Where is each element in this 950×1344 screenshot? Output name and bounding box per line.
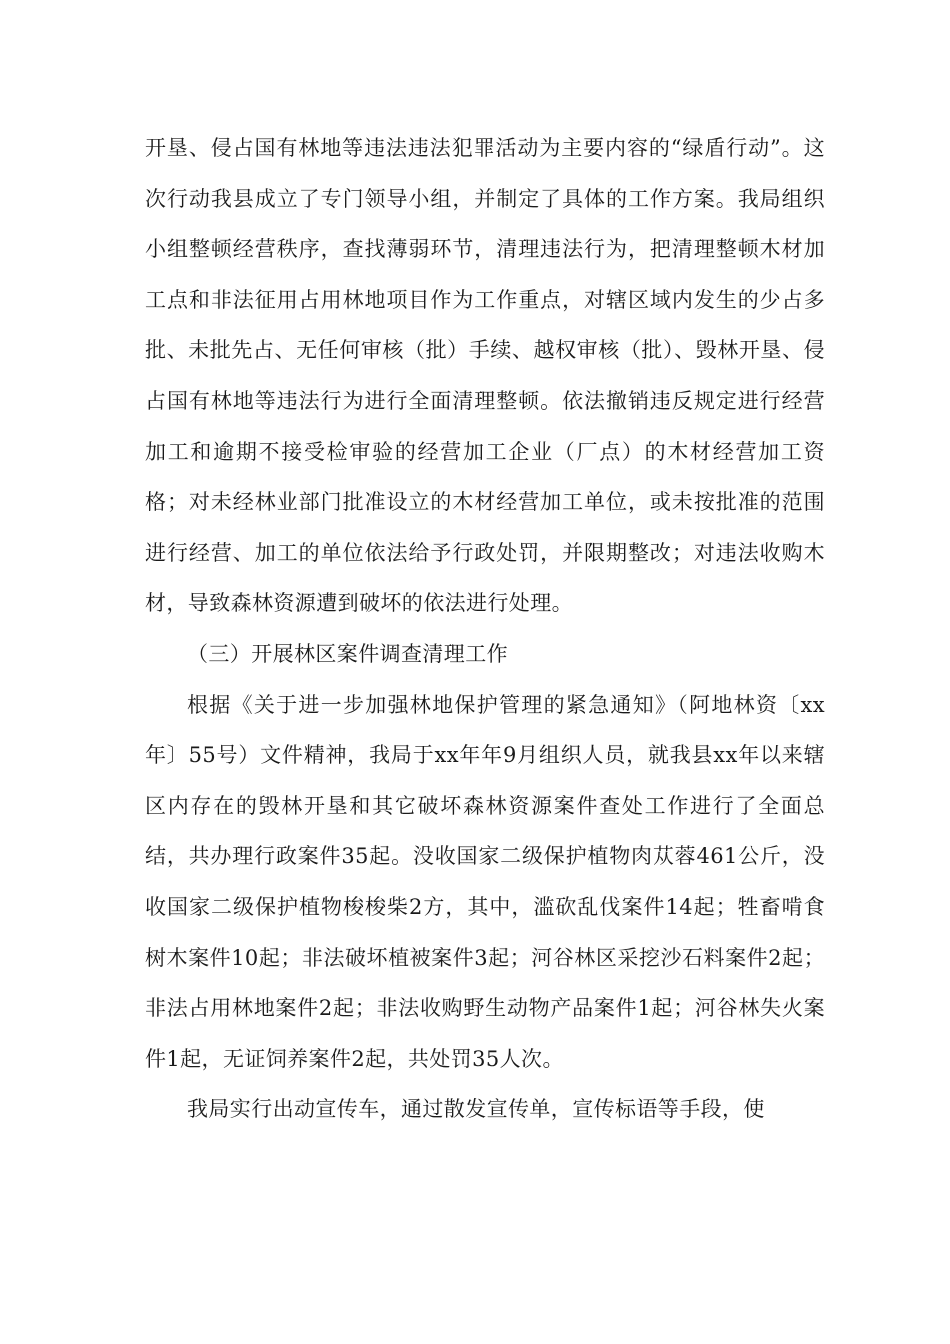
body-paragraph-2: 根据《关于进一步加强林地保护管理的紧急通知》（阿地林资〔xx年〕55号）文件精神，我局于xx年年9月组织人员，就我县xx年以来辖区内存在的毁林开垦和其它破坏森林资源案件查处工作进行了全面总结，共办理行政案件35起。没收国家二级保护植物肉苁蓉461公斤，没收国家二级保护植物梭梭柴2方，其中，滥砍乱伐案件14起；牲畜啃食树木案件10起；非法破坏植被案件3起；河谷林区采挖沙石料案件2起；非法占用林地案件2起；非法收购野生动物产品案件1起；河谷林失火案件1起，无证饲养案件2起，共处罚35人次。 xyxy=(145,692,825,1071)
body-paragraph-3: 我局实行出动宣传车，通过散发宣传单，宣传标语等手段，使 xyxy=(187,1097,765,1122)
document-body xyxy=(145,123,825,1135)
body-paragraph-1: 开垦、侵占国有林地等违法违法犯罪活动为主要内容的“绿盾行动”。这次行动我县成立了专门领导小组，并制定了具体的工作方案。我局组织小组整顿经营秩序，查找薄弱环节，清理违法行为，把清理整顿木材加工点和非法征用占用林地项目作为工作重点，对辖区域内发生的少占多批、未批先占、无任何审核（批）手续、越权审核（批）、毁林开垦、侵占国有林地等违法行为进行全面清理整顿。依法撤销违反规定进行经营加工和逾期不接受检审验的经营加工企业（厂点）的木材经营加工资格；对未经林业部门批准设立的木材经营加工单位，或未按批准的范围进行经营、加工的单位依法给予行政处罚，并限期整改；对违法收购木材，导致森林资源遭到破坏的依法进行处理。 xyxy=(145,136,825,616)
section-heading: （三）开展林区案件调查清理工作 xyxy=(187,641,508,666)
